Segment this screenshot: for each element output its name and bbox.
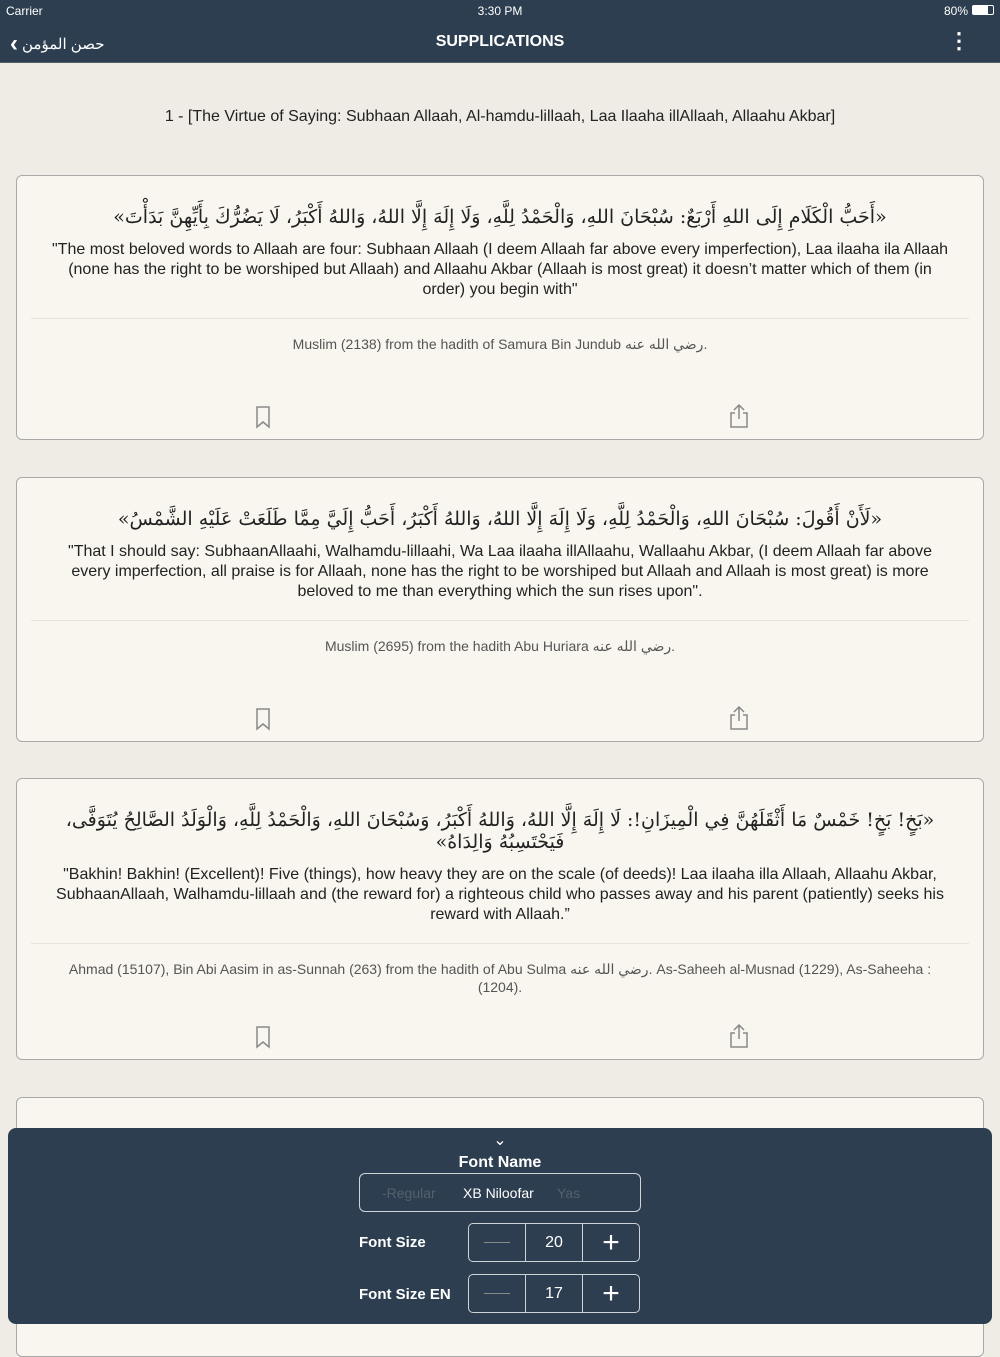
decrement-button[interactable] [469,1275,525,1312]
font-size-en-stepper [468,1274,640,1313]
carrier: Carrier [6,4,43,18]
english-text: "That I should say: SubhaanAllaahi, Walhamdu-lillaahi, Wa Laa ilaaha illAllaahu, Wallaahu Akbar, (I deem Allaah far above every imperfection, all praise is for Allaah, none has the right to be worshiped but Allaah and Allaah is most great) is more beloved to me than everything which the sun rises upon". [68,543,932,600]
share-icon[interactable] [729,1023,749,1049]
english-text: "The most beloved words to Allaah are four: Subhaan Allaah (I deem Allaah far above every imperfection), Laa ilaaha ila Allaah (none has the right to be worshiped but Allaah) and Allaahu Akbar (Allaah is most great) it doesn’t matter which of them (in order) you begin with" [52,241,948,298]
font-size-label: Font Size [359,1234,426,1251]
font-name-picker[interactable] [359,1173,641,1212]
more-options-icon[interactable]: ⋮ [948,28,970,53]
battery-level: 80% [943,4,968,18]
font-option[interactable]: Yas [557,1185,581,1201]
plus-icon: + [602,1276,620,1310]
increment-button[interactable] [582,1224,639,1261]
bookmark-icon[interactable] [255,707,271,731]
page-title: SUPPLICATIONS [435,33,565,50]
nav-bar [0,20,1000,63]
supplication-card [16,778,984,1060]
font-option-selected[interactable]: XB Niloofar [463,1185,534,1201]
clock: 3:30 PM [477,4,523,18]
status-bar [0,0,1000,20]
share-icon[interactable] [729,403,749,429]
font-size-stepper [468,1223,640,1262]
decrement-button[interactable] [469,1224,525,1261]
arabic-text: «بَخٍ! بَخٍ! خَمْسٌ مَا أَثْقَلَهُنَّ فِي الْمِيزَانِ!: لَا إِلَهَ إِلَّا اللهُ، وَاللهُ أَكْبَرُ، وَسُبْحَانَ اللهِ، وَالْحَمْدُ لِلَّهِ، وَالْوَلَدُ الصَّالِحُ يُتَوَفَّى، فَيَحْتَسِبُهُ وَالِدَاهُ» [65,809,935,853]
english-text: "Bakhin! Bakhin! (Excellent)! Five (things), how heavy they are on the scale (of deeds)! Laa ilaaha illa Allaah, Allaahu Akbar, SubhaanAllaah, Walhamdu-lillaah and (the reward for) a righteous child who passes away and his parent (patiently) seeks his reward with Allaah.” [56,866,944,923]
arabic-text: «لَأَنْ أَقُولَ: سُبْحَانَ اللهِ، وَالْحَمْدُ لِلَّهِ، وَلَا إِلَهَ إِلَّا اللهُ، وَاللهُ أَكْبَرُ، أَحَبُّ إِلَيَّ مِمَّا طَلَعَتْ عَلَيْهِ الشَّمْسُ» [117,508,883,530]
minus-icon [484,1293,510,1294]
reference-text: Ahmad (15107), Bin Abi Aasim in as-Sunnah (263) from the hadith of Abu Sulma رضي الله عنه. As-Saheeh al-Musnad (1229), As-Saheeha : (1204). [68,961,932,995]
supplication-card [16,175,984,440]
font-settings-panel [8,1128,992,1324]
section-heading: 1 - [The Virtue of Saying: Subhaan Allaah, Al-hamdu-lillaah, Laa Ilaaha illAllaah, Allaahu Akbar] [164,108,836,125]
bookmark-icon[interactable] [255,1025,271,1049]
font-size-value: 20 [525,1224,582,1261]
font-option[interactable]: -Regular [382,1185,436,1201]
font-size-en-value: 17 [525,1275,582,1312]
font-name-label: Font Name [458,1154,542,1171]
bookmark-icon[interactable] [255,405,271,429]
reference-text: Muslim (2695) from the hadith Abu Huriara رضي الله عنه. [324,638,676,654]
plus-icon: + [602,1225,620,1259]
font-size-en-label: Font Size EN [359,1286,451,1303]
supplication-card [16,477,984,742]
reference-text: Muslim (2138) from the hadith of Samura Bin Jundub رضي الله عنه. [292,336,708,352]
back-label: حصن المؤمن [22,36,105,53]
share-icon[interactable] [729,705,749,731]
minus-icon [484,1242,510,1243]
collapse-chevron-icon[interactable]: ⌄ [493,1132,507,1149]
battery-icon [972,5,994,15]
chevron-left-icon: ‹ [10,30,18,57]
increment-button[interactable] [582,1275,639,1312]
arabic-text: «أَحَبُّ الْكَلَامِ إِلَى اللهِ أَرْبَعٌ: سُبْحَانَ اللهِ، وَالْحَمْدُ لِلَّهِ، وَلَا إِلَهَ إِلَّا اللهُ، وَاللهُ أَكْبَرُ، لَا يَضُرُّكَ بِأَيِّهِنَّ بَدَأْتَ» [113,206,887,228]
